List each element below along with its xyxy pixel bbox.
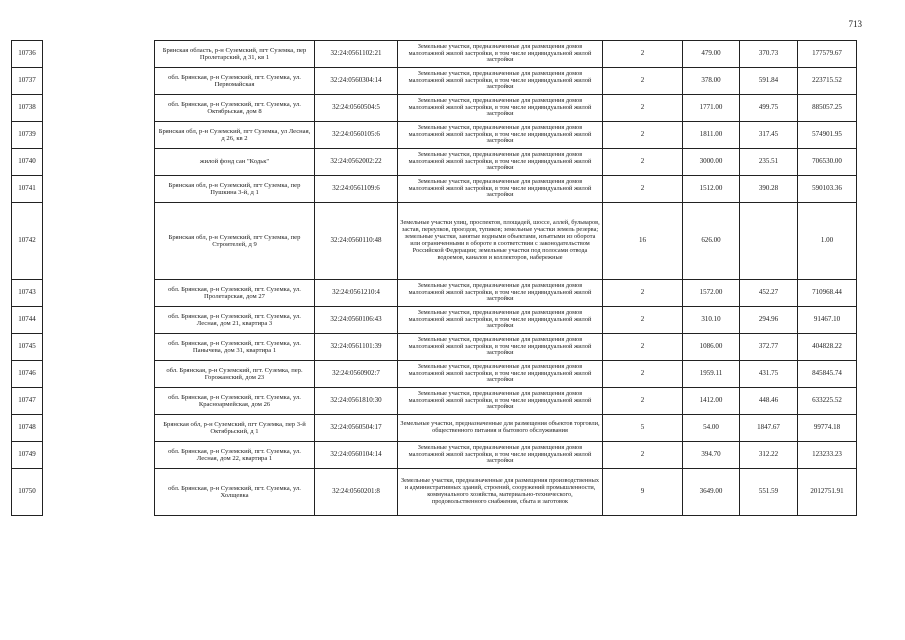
- cell-cadastral-value: 99774.18: [798, 415, 857, 442]
- cell-unit-value: 235.51: [740, 149, 798, 176]
- cell-land-use: Земельные участки, предназначенные для размещения домов малоэтажной жилой застройки, в том числе индивидуальной жилой застройки: [398, 68, 603, 95]
- cell-record-number: 10748: [12, 415, 43, 442]
- cell-address: Брянская обл, р-н Суземский, пгт Суземка, пер Строителей, д 9: [155, 203, 315, 280]
- cell-record-number: 10744: [12, 307, 43, 334]
- cell-spacer: [43, 149, 155, 176]
- cell-address: обл. Брянская, р-н Суземский, пгт. Суземка, ул. Панычева, дом 31, квартира 1: [155, 334, 315, 361]
- cell-area: 1572.00: [683, 280, 740, 307]
- cell-record-number: 10746: [12, 361, 43, 388]
- table-row: [12, 361, 857, 388]
- cell-cadastral-number: 32:24:0560504:5: [315, 95, 398, 122]
- cell-unit-value: 317.45: [740, 122, 798, 149]
- cell-cadastral-value: 2012751.91: [798, 469, 857, 516]
- cell-spacer: [43, 95, 155, 122]
- cell-use-code: 2: [603, 442, 683, 469]
- table-row: [12, 334, 857, 361]
- table-row: [12, 41, 857, 68]
- cell-use-code: 5: [603, 415, 683, 442]
- cell-unit-value: 294.96: [740, 307, 798, 334]
- cell-cadastral-number: 32:24:0560504:17: [315, 415, 398, 442]
- cell-record-number: 10739: [12, 122, 43, 149]
- cell-cadastral-value: 710968.44: [798, 280, 857, 307]
- cell-spacer: [43, 203, 155, 280]
- cell-address: обл. Брянская, р-н Суземский, пгт. Суземка, ул. Октябрьская, дом 8: [155, 95, 315, 122]
- cell-cadastral-value: 845845.74: [798, 361, 857, 388]
- cell-area: 3000.00: [683, 149, 740, 176]
- cell-unit-value: 448.46: [740, 388, 798, 415]
- table-row: [12, 176, 857, 203]
- cell-cadastral-number: 32:24:0560304:14: [315, 68, 398, 95]
- cell-cadastral-value: 633225.52: [798, 388, 857, 415]
- cell-address: обл. Брянская, р-н Суземский, пгт. Суземка, ул. Холщевка: [155, 469, 315, 516]
- cell-cadastral-number: 32:24:0560201:8: [315, 469, 398, 516]
- cell-cadastral-value: 123233.23: [798, 442, 857, 469]
- cell-unit-value: 499.75: [740, 95, 798, 122]
- cell-land-use: Земельные участки, предназначенные для размещения производственных и административных зданий, строений, сооружений промышленности, коммунального хозяйства, материально-технического, продовольственного снабжения, сбыта и заготовок: [398, 469, 603, 516]
- cell-address: обл. Брянская, р-н Суземский, пгт. Суземка, ул. Красноармейская, дом 26: [155, 388, 315, 415]
- cell-use-code: 2: [603, 95, 683, 122]
- cell-area: 1811.00: [683, 122, 740, 149]
- cell-land-use: Земельные участки, предназначенные для размещения домов малоэтажной жилой застройки, в том числе индивидуальной жилой застройки: [398, 95, 603, 122]
- cell-cadastral-value: 590103.36: [798, 176, 857, 203]
- cell-spacer: [43, 334, 155, 361]
- cell-land-use: Земельные участки, предназначенные для размещения домов малоэтажной жилой застройки, в том числе индивидуальной жилой застройки: [398, 280, 603, 307]
- cell-spacer: [43, 442, 155, 469]
- cell-spacer: [43, 388, 155, 415]
- cell-use-code: 2: [603, 280, 683, 307]
- cell-unit-value: 591.84: [740, 68, 798, 95]
- cell-land-use: Земельные участки, предназначенные для размещения домов малоэтажной жилой застройки, в том числе индивидуальной жилой застройки: [398, 41, 603, 68]
- table-row: [12, 307, 857, 334]
- cell-cadastral-value: 885057.25: [798, 95, 857, 122]
- cell-cadastral-value: 223715.52: [798, 68, 857, 95]
- cell-cadastral-value: 1.00: [798, 203, 857, 280]
- cell-area: 626.00: [683, 203, 740, 280]
- cell-use-code: 2: [603, 176, 683, 203]
- cell-spacer: [43, 122, 155, 149]
- land-registry-table: [11, 40, 857, 516]
- cell-land-use: Земельные участки, предназначенные для размещения домов малоэтажной жилой застройки, в том числе индивидуальной жилой застройки: [398, 442, 603, 469]
- cell-unit-value: 1847.67: [740, 415, 798, 442]
- cell-unit-value: 551.59: [740, 469, 798, 516]
- table-row: [12, 415, 857, 442]
- cell-use-code: 2: [603, 388, 683, 415]
- table-row: [12, 68, 857, 95]
- cell-cadastral-value: 91467.10: [798, 307, 857, 334]
- cell-use-code: 2: [603, 307, 683, 334]
- cell-unit-value: [740, 203, 798, 280]
- cell-address: обл. Брянская, р-н Суземский, пгт. Суземка, ул. Первомайская: [155, 68, 315, 95]
- cell-spacer: [43, 361, 155, 388]
- cell-record-number: 10745: [12, 334, 43, 361]
- cell-cadastral-number: 32:24:0561109:6: [315, 176, 398, 203]
- cell-record-number: 10740: [12, 149, 43, 176]
- cell-cadastral-number: 32:24:0560110:48: [315, 203, 398, 280]
- cell-cadastral-number: 32:24:0560105:6: [315, 122, 398, 149]
- cell-unit-value: 312.22: [740, 442, 798, 469]
- cell-cadastral-number: 32:24:0560104:14: [315, 442, 398, 469]
- cell-land-use: Земельные участки, предназначенные для размещения домов малоэтажной жилой застройки, в том числе индивидуальной жилой застройки: [398, 122, 603, 149]
- cell-area: 1959.11: [683, 361, 740, 388]
- cell-land-use: Земельные участки, предназначенные для размещения домов малоэтажной жилой застройки, в том числе индивидуальной жилой застройки: [398, 388, 603, 415]
- cell-address: жилой фонд сан "Кодьк": [155, 149, 315, 176]
- cell-record-number: 10747: [12, 388, 43, 415]
- cell-land-use: Земельные участки, предназначенные для размещения домов малоэтажной жилой застройки, в том числе индивидуальной жилой застройки: [398, 149, 603, 176]
- cell-area: 479.00: [683, 41, 740, 68]
- cell-record-number: 10741: [12, 176, 43, 203]
- cell-spacer: [43, 280, 155, 307]
- cell-cadastral-number: 32:24:0560106:43: [315, 307, 398, 334]
- cell-spacer: [43, 469, 155, 516]
- cell-address: Брянская обл, р-н Суземский, пгт Суземка, пер Пушкина 3-й, д 1: [155, 176, 315, 203]
- cell-use-code: 2: [603, 334, 683, 361]
- cell-record-number: 10743: [12, 280, 43, 307]
- cell-land-use: Земельные участки, предназначенные для размещения домов малоэтажной жилой застройки, в том числе индивидуальной жилой застройки: [398, 176, 603, 203]
- cell-address: Брянская область, р-н Суземский, пгт Суземка, пер Пролетарский, д 31, кв 1: [155, 41, 315, 68]
- cell-record-number: 10750: [12, 469, 43, 516]
- cell-spacer: [43, 41, 155, 68]
- cell-cadastral-number: 32:24:0561102:21: [315, 41, 398, 68]
- cell-unit-value: 370.73: [740, 41, 798, 68]
- cell-use-code: 2: [603, 41, 683, 68]
- cell-address: обл. Брянская, р-н Суземский, пгт. Суземка, ул. Лесная, дом 22, квартира 1: [155, 442, 315, 469]
- cell-land-use: Земельные участки, предназначенные для размещения объектов торговли, общественного питания и бытового обслуживания: [398, 415, 603, 442]
- cell-land-use: Земельные участки, предназначенные для размещения домов малоэтажной жилой застройки, в том числе индивидуальной жилой застройки: [398, 361, 603, 388]
- cell-land-use: Земельные участки, предназначенные для размещения домов малоэтажной жилой застройки, в том числе индивидуальной жилой застройки: [398, 307, 603, 334]
- cell-spacer: [43, 68, 155, 95]
- cell-area: 394.70: [683, 442, 740, 469]
- cell-cadastral-value: 404828.22: [798, 334, 857, 361]
- cell-area: 3649.00: [683, 469, 740, 516]
- cell-spacer: [43, 176, 155, 203]
- cell-unit-value: 390.28: [740, 176, 798, 203]
- table-row: [12, 469, 857, 516]
- cell-cadastral-number: 32:24:0561101:39: [315, 334, 398, 361]
- cell-record-number: 10738: [12, 95, 43, 122]
- table-row: [12, 442, 857, 469]
- cell-address: Брянская обл, р-н Суземский, пгт Суземка, пер 3-й Октябрьский, д 1: [155, 415, 315, 442]
- cell-use-code: 2: [603, 149, 683, 176]
- cell-cadastral-number: 32:24:0561810:30: [315, 388, 398, 415]
- cell-unit-value: 431.75: [740, 361, 798, 388]
- cell-area: 378.00: [683, 68, 740, 95]
- cell-cadastral-value: 177579.67: [798, 41, 857, 68]
- cell-area: 1086.00: [683, 334, 740, 361]
- cell-use-code: 2: [603, 68, 683, 95]
- cell-record-number: 10749: [12, 442, 43, 469]
- cell-cadastral-value: 706530.00: [798, 149, 857, 176]
- cell-area: 310.10: [683, 307, 740, 334]
- cell-address: обл. Брянская, р-н Суземский, пгт. Суземка, ул. Пролетарская, дом 27: [155, 280, 315, 307]
- cell-address: обл. Брянская, р-н Суземский, пгт. Суземка, ул. Лесная, дом 21, квартира 3: [155, 307, 315, 334]
- table-row: [12, 203, 857, 280]
- cell-spacer: [43, 307, 155, 334]
- cell-use-code: 16: [603, 203, 683, 280]
- page-number: 713: [848, 19, 862, 29]
- cell-unit-value: 372.77: [740, 334, 798, 361]
- cell-address: обл. Брянская, р-н Суземский, пгт. Суземка, пер. Горожанский, дом 23: [155, 361, 315, 388]
- cell-land-use: Земельные участки, предназначенные для размещения домов малоэтажной жилой застройки, в том числе индивидуальной жилой застройки: [398, 334, 603, 361]
- cell-use-code: 2: [603, 122, 683, 149]
- cell-unit-value: 452.27: [740, 280, 798, 307]
- cell-cadastral-number: 32:24:0561210:4: [315, 280, 398, 307]
- cell-land-use: Земельные участки улиц, проспектов, площадей, шоссе, аллей, бульваров, застав, переулков, проездов, тупиков; земельные участки земель резерва; земельные участки, занятые водными объектами, изъятыми из оборота или ограниченными в обороте в соответствии с законодательством Российской Федерации; земельные участки под полосами отвода водоемов, каналов и коллекторов, набережные: [398, 203, 603, 280]
- cell-area: 54.00: [683, 415, 740, 442]
- table-row: [12, 95, 857, 122]
- cell-record-number: 10737: [12, 68, 43, 95]
- table-row: [12, 280, 857, 307]
- cell-record-number: 10736: [12, 41, 43, 68]
- cell-area: 1771.00: [683, 95, 740, 122]
- table-row: [12, 388, 857, 415]
- cell-record-number: 10742: [12, 203, 43, 280]
- cell-use-code: 9: [603, 469, 683, 516]
- cell-cadastral-number: 32:24:0560902:7: [315, 361, 398, 388]
- cell-spacer: [43, 415, 155, 442]
- cell-cadastral-number: 32:24:0562002:22: [315, 149, 398, 176]
- cell-cadastral-value: 574901.95: [798, 122, 857, 149]
- cell-use-code: 2: [603, 361, 683, 388]
- table-row: [12, 149, 857, 176]
- table-row: [12, 122, 857, 149]
- cell-address: Брянская обл, р-н Суземский, пгт Суземка, ул Лесная, д 26, кв 2: [155, 122, 315, 149]
- cell-area: 1512.00: [683, 176, 740, 203]
- cell-area: 1412.00: [683, 388, 740, 415]
